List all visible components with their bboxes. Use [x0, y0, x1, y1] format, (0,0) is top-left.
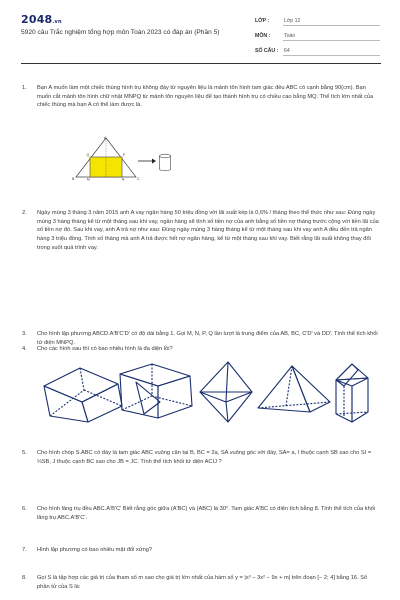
meta-key: MÔN : — [255, 33, 271, 39]
label-p: P — [123, 153, 126, 157]
header-divider — [21, 63, 381, 64]
arrow-head-icon — [152, 159, 156, 164]
question-number: 6. — [22, 506, 27, 512]
cylinder-top — [160, 154, 171, 158]
meta-value: 64 — [284, 48, 290, 54]
shape-pyramid-pair — [200, 362, 252, 422]
meta-value: Lớp 12 — [284, 18, 301, 24]
cylinder-bottom — [160, 169, 171, 171]
shape-pyramid — [258, 366, 330, 412]
divider — [283, 55, 380, 56]
meta-key: SỐ CÂU : — [255, 48, 279, 54]
shape-house-prism — [336, 364, 368, 422]
question-number: 5. — [22, 450, 27, 456]
question-text: Cho hình lăng trụ đều ABC.A'B'C' Biết rằng góc giữa (A'BC) và (ABC) là 30°. Tam giác A'BC có diện tích bằng 8. Tính thể tích của khối lăng trụ ABC.A'B'C'. — [37, 506, 376, 521]
label-c: C — [137, 177, 140, 181]
question-number: 1. — [22, 85, 27, 91]
question-text: Gọi S là tập hợp các giá trị của tham số m sao cho giá trị lớn nhất của hàm số y = |x³ − 3x² − 9x + m| trên đoạn [− 2; 4] bằng 16. Số phần tử của S là: — [37, 575, 368, 590]
question-text: Bạn A muốn làm một chiếc thùng hình trụ không đáy từ nguyên liệu là mảnh tôn hình tam giác đều ABC có cạnh bằng 90(cm). Bạn muốn cắt mảnh tôn hình chữ nhật MNPQ từ mảnh tôn nguyên liệu để tạo thành hình trụ có chiều cao bằng MQ. Thể tích lớn nhất của chiếc thùng mà bạn A có thể làm được là. — [37, 85, 374, 109]
question-number: 7. — [22, 547, 27, 553]
site-logo[interactable] — [21, 13, 62, 26]
triangle-cylinder-figure — [62, 135, 172, 181]
meta-value: Toán — [284, 33, 296, 39]
question-text: Cho hình lập phương ABCD.A′B′C′D′ có độ dài bằng 1. Gọi M, N, P, Q lần lượt là trung điểm của AB, BC, C′D′ và DD′. Tính thể tích khối tứ diện MNPQ. — [37, 331, 378, 346]
question-text: Ngày mùng 3 tháng 3 năm 2015 anh A vay ngân hàng 50 triệu đồng với lãi suất kép là 0,6% / tháng theo thể thức như sau: Đúng ngày mùng 3 hàng tháng kể từ một tháng sau khi vay, ngân hàng sẽ tính số tiền nợ của anh bằng số tiền nợ tháng trước cộng với tiền lãi của số tiền nợ đó. Sau khi vay, anh A trả nợ như sau: Đúng ngày mùng 3 hàng tháng kể từ một tháng sau khi vay anh A đều đến trả ngân hàng 3 triệu đồng. Tính số tháng mà anh A trả được hết nợ ngân hàng, kể từ một tháng sau khi vay. Biết rằng lãi suất không thay đổi trong suốt quá trình vay. — [37, 210, 379, 251]
meta-key: LỚP : — [255, 18, 270, 24]
page-title: 5920 câu Trắc nghiệm tổng hợp môn Toán 2023 có đáp án (Phần 5) — [21, 29, 220, 36]
divider — [283, 25, 380, 26]
polyhedra-figure — [40, 356, 370, 424]
label-n: N — [122, 177, 125, 181]
shape-composite-box — [120, 364, 192, 418]
logo-suffix: .vn — [52, 19, 62, 25]
question-number: 8. — [22, 575, 27, 581]
label-m: M — [87, 177, 90, 181]
question-text: Cho các hình sau thì có bao nhiêu hình là đa diện lồi? — [37, 346, 173, 352]
shape-parallelepiped — [44, 368, 122, 422]
divider — [283, 40, 380, 41]
question-number: 4. — [22, 346, 27, 352]
question-text: Hình lập phương có bao nhiêu mặt đối xứng? — [37, 547, 153, 553]
label-a: A — [104, 136, 107, 140]
question-number: 3. — [22, 331, 27, 337]
logo-main: 2048 — [21, 13, 53, 26]
question-number: 2. — [22, 210, 27, 216]
label-q: Q — [86, 153, 89, 157]
label-b: B — [72, 177, 75, 181]
question-text: Cho hình chóp S.ABC có đáy là tam giác ABC vuông cân tại B, BC = 2a, SA vuông góc với đáy, SA= a, I thuộc cạnh SB sao cho SI = ⅓SB, J thuộc cạnh BC sao cho JB = JC. Tính thể tích khối tứ diện ACIJ ? — [37, 450, 372, 465]
